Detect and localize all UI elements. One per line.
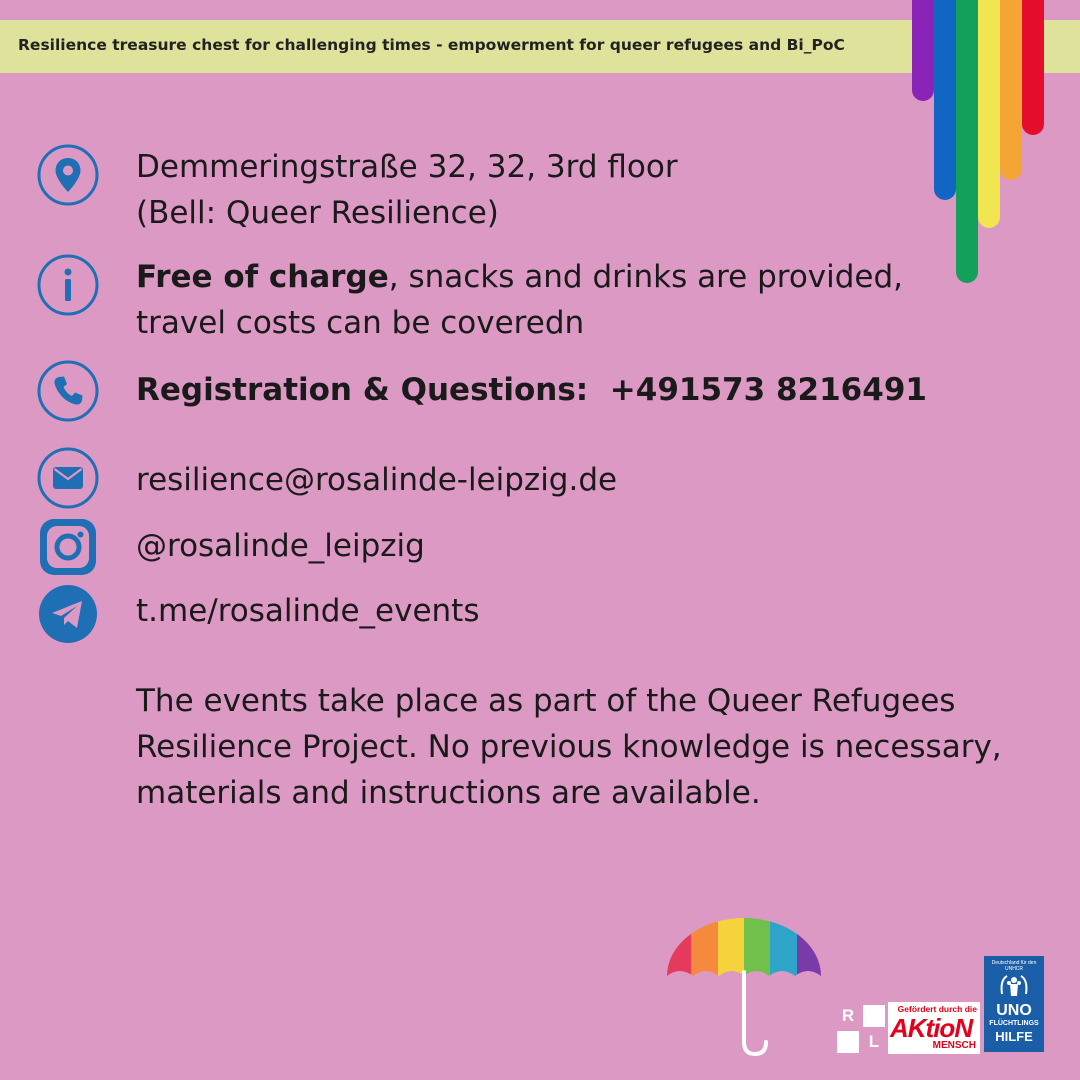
rainbow-umbrella-illustration — [664, 914, 824, 1063]
description-line1: The events take place as part of the Queer Refugees — [136, 683, 956, 719]
info-free-label: Free of charge — [136, 259, 389, 295]
banner-title: Resilience treasure chest for challenging times - empowerment for queer refugees and Bi_PoC — [18, 36, 845, 54]
instagram-icon — [37, 516, 99, 578]
rosalinde-logo — [837, 1005, 885, 1053]
rainbow-stripe-green — [956, 0, 978, 283]
instagram-handle[interactable]: @rosalinde_leipzig — [136, 528, 425, 564]
info-line1 — [136, 254, 903, 300]
aktion-mensch-logo — [888, 1002, 980, 1054]
telegram-link[interactable]: t.me/rosalinde_events — [136, 593, 480, 629]
address-block — [136, 144, 678, 236]
email-link[interactable]: resilience@rosalinde-leipzig.de — [136, 462, 618, 498]
address-line1: Demmeringstraße 32, 32, 3rd floor — [136, 149, 678, 185]
uno-small-text: Deutschland für den UNHCR — [991, 960, 1037, 972]
uno-sub1: FLÜCHTLINGS — [989, 1020, 1039, 1027]
info-icon — [37, 254, 99, 316]
uno-name: UNO — [996, 1002, 1032, 1019]
rainbow-stripe-yellow — [978, 0, 1000, 228]
description-line2: Resilience Project. No previous knowledge is necessary, — [136, 729, 1002, 765]
rl-logo-r: R — [841, 1006, 855, 1025]
aktion-mensch: MENSCH — [932, 1040, 976, 1051]
info-rest: , snacks and drinks are provided, — [388, 259, 904, 295]
info-line2: travel costs can be coveredn — [136, 305, 585, 341]
location-pin-icon — [37, 144, 99, 206]
description-paragraph — [136, 678, 1036, 816]
aktion-funded-by: Gefördert durch die — [897, 1004, 977, 1014]
address-line2: (Bell: Queer Resilience) — [136, 195, 499, 231]
uno-sub2: HILFE — [995, 1029, 1033, 1044]
info-block — [136, 254, 903, 346]
description-line3: materials and instructions are available. — [136, 775, 761, 811]
email-icon — [37, 447, 99, 509]
uno-fluechtlingshilfe-logo — [984, 956, 1044, 1052]
registration-phone[interactable]: +491573 8216491 — [609, 372, 927, 408]
rl-logo-l: L — [868, 1032, 880, 1051]
aktion-name: AKtioN — [890, 1013, 973, 1043]
phone-icon — [37, 360, 99, 422]
rainbow-stripe-purple — [912, 0, 934, 101]
registration-label: Registration & Questions: — [136, 372, 589, 408]
registration-row — [136, 367, 927, 413]
rainbow-stripe-red — [1022, 0, 1044, 135]
unhcr-emblem-icon — [998, 970, 1030, 1000]
rainbow-stripe-blue — [934, 0, 956, 200]
telegram-icon — [37, 583, 99, 645]
rainbow-stripe-orange — [1000, 0, 1022, 180]
